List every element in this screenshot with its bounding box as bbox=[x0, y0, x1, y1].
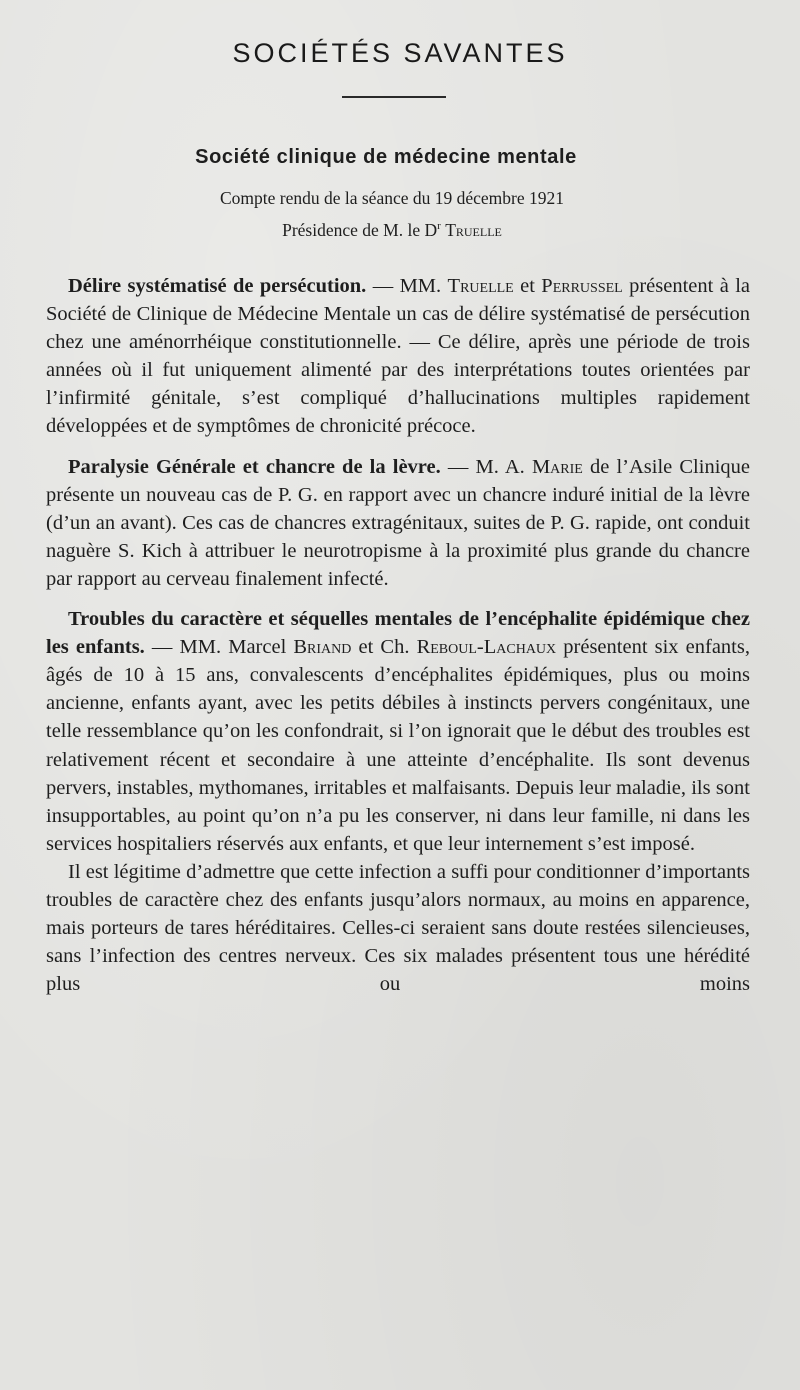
article-dash: — MM. Marcel bbox=[144, 636, 294, 659]
article-text: présentent à la Société de Clinique de Médecine Mentale un cas de délire systématisé de persécution chez une aménorrhéique constitutionnelle. — Ce délire, après une période de trois années où il fut uniquement alimenté par des interprétations toutes orientées par l’infirmité génitale, s’est compliqué d’hallucinations multiples rapidement développées et de symptômes de chronicité précoce. bbox=[46, 275, 751, 438]
presidency-name: Truelle bbox=[445, 220, 502, 240]
article-paragraph bbox=[46, 453, 750, 593]
article-and: et bbox=[513, 275, 542, 297]
session-line: Compte rendu de la séance du 19 décembre 1921 bbox=[219, 188, 565, 208]
author-name: Briand bbox=[293, 636, 352, 659]
presidency-prefix: Présidence de M. le D bbox=[282, 220, 438, 240]
author-name: Truelle bbox=[447, 275, 514, 297]
article-text: présentent six enfants, âgés de 10 à 15 ans, convalescents d’encéphalites épidémiques, plus ou moins ancienne, enfants ayant, avec les petits débiles à instincts pervers congénitaux, une telle ressemblance qu’on les confondrait, si l’on ignorait que le début des troubles est relativement récent et secondaire à une atteinte d’encéphalite. Ils sont devenus pervers, instables, mythomanes, irritables et malfaisants. Depuis leur maladie, ils sont insupportables, au point qu’on n’a pu les conserver, ni dans leur famille, ni dans les services hospitaliers réservés aux enfants, et que leur internement s’est imposé. bbox=[46, 636, 750, 855]
article-dash: — MM. bbox=[366, 275, 448, 297]
presidency-sup: r bbox=[437, 220, 441, 233]
article-title: Troubles du caractère et séquelles mentales de l’encéphalite épidémique chez les enfants. bbox=[46, 608, 750, 659]
article-paragraph bbox=[46, 605, 750, 858]
society-name: Société clinique de médecine mentale bbox=[195, 146, 577, 168]
article-continuation: Il est légitime d’admettre que cette infection a suffi pour conditionner d’importants troubles de caractère chez des enfants jusqu’alors normaux, au moins en apparence, mais porteurs de tares héréditaires. Celles-ci seraient sans doute restées silencieuses, sans l’infection des centres nerveux. Ces six malades présentent tous une hérédité plus ou moins bbox=[46, 860, 750, 996]
article-title: Délire systématisé de persécution. bbox=[68, 275, 367, 297]
article-text: de l’Asile Clinique présente un nouveau cas de P. G. en rapport avec un chancre induré initial de la lèvre (d’un an avant). Ces cas de chancres extragénitaux, suites de P. G. rapide, ont conduit naguère S. Kich à attribuer le neurotropisme à la proximité plus grande du chancre par rapport au cerveau finalement infecté. bbox=[46, 455, 750, 590]
section-title: SOCIÉTÉS SAVANTES bbox=[232, 38, 568, 68]
presidency-line bbox=[0, 220, 784, 241]
article-title: Paralysie Générale et chancre de la lèvre. bbox=[68, 455, 441, 478]
author-name: Perrussel bbox=[541, 275, 623, 297]
article-and: et Ch. bbox=[351, 636, 417, 659]
article-paragraph bbox=[46, 272, 750, 441]
article-body bbox=[46, 272, 750, 1010]
author-name: Reboul-Lachaux bbox=[416, 636, 557, 659]
article-dash: — M. A. bbox=[440, 455, 532, 478]
author-name: Marie bbox=[531, 455, 583, 478]
title-rule bbox=[342, 96, 446, 98]
